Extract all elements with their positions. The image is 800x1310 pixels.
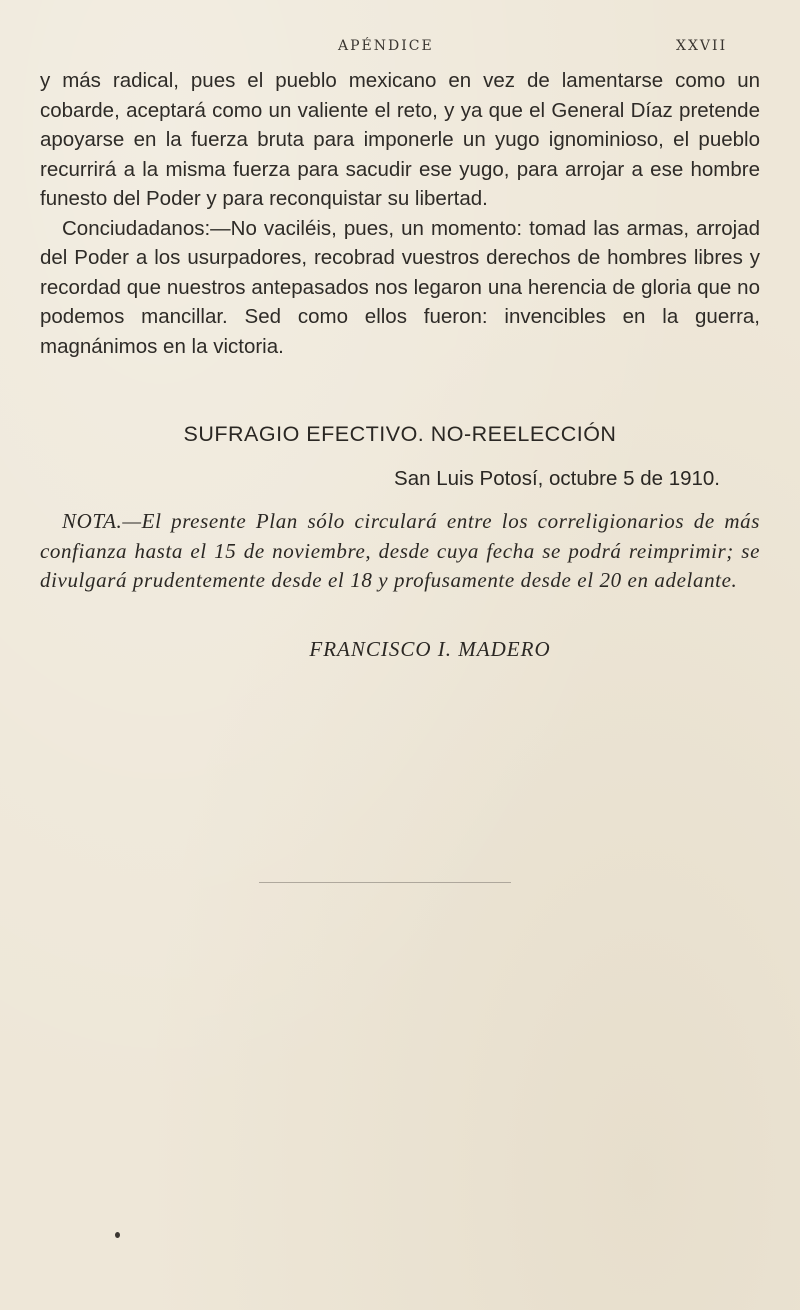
page-number: XXVII — [676, 38, 728, 54]
nota-block — [40, 507, 760, 596]
signature-block — [0, 637, 800, 662]
paragraph-2: Conciudadanos:—No vaciléis, pues, un momento: tomad las armas, arrojad del Poder a los usurpadores, recobrad vuestros derechos de hombres libres y recordad que nuestros antepasados nos legaron una herencia de gloria que no podemos mancillar. Sed como ellos fueron: invencibles en la guerra, magnánimos en la victoria. — [40, 216, 760, 358]
paragraph-1: y más radical, pues el pueblo mexicano en vez de lamentarse como un cobarde, aceptará como un valiente el reto, y ya que el General Díaz pretende apoyarse en la fuerza bruta para imponerle un yugo ignominioso, el pueblo recurrirá a la misma fuerza para sacudir ese yugo, para arrojar a ese hombre funesto del Poder y para reconquistar su libertad. — [40, 69, 760, 210]
body-text — [40, 66, 760, 361]
dateline: San Luis Potosí, octubre 5 de 1910. — [394, 467, 720, 490]
page-header — [0, 38, 800, 62]
ink-speck — [115, 1232, 120, 1238]
signature-name: FRANCISCO I. MADERO — [309, 637, 551, 661]
divider-rule — [259, 882, 511, 883]
running-title: APÉNDICE — [338, 38, 434, 54]
nota-text: NOTA.—El presente Plan sólo circulará entre los correligionarios de más confianza hasta el 15 de noviembre, desde cuya fecha se podrá reimprimir; se divulgará prudentemente desde el 18 y profusamente desde el 20 en adelante. — [40, 509, 760, 592]
motto-heading: SUFRAGIO EFECTIVO. NO-REELECCIÓN — [183, 422, 617, 446]
